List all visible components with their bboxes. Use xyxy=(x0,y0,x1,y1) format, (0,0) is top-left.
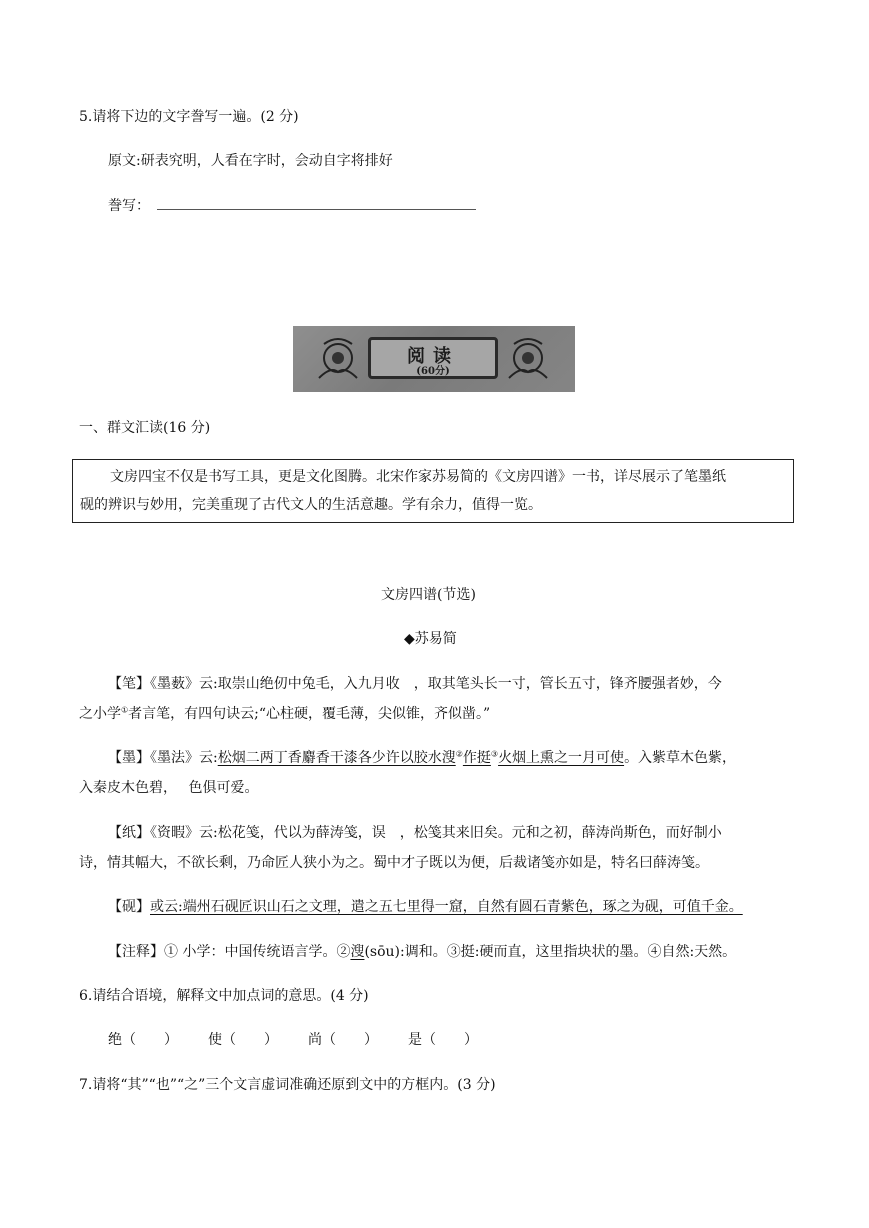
blank-4[interactable]: 是（ ） xyxy=(408,1032,478,1048)
reading-title: 阅读 xyxy=(407,346,459,367)
article-title: 文房四谱(节选) xyxy=(381,587,476,603)
left-flower-ornament-icon xyxy=(311,332,365,388)
notes-text-a: 【注释】① 小学：中国传统语言学。② xyxy=(108,944,351,960)
section-1-heading: 一、群文汇读(16 分) xyxy=(79,420,211,436)
notes-underlined-char: 溲 xyxy=(350,944,365,960)
paragraph-bi-line-2 xyxy=(79,703,490,723)
question-6-prompt: 6.请结合语境，解释文中加点词的意思。(4 分) xyxy=(79,988,369,1004)
paragraph-yan xyxy=(108,896,743,916)
intro-box xyxy=(72,459,794,523)
mo-underlined-2: 作挺 xyxy=(462,750,491,766)
mo-tail: 。入紫草木色紫， xyxy=(624,750,737,766)
mo-lead: 【墨】《墨法》云: xyxy=(108,750,218,766)
note-marker-2: ② xyxy=(455,749,463,759)
copy-label: 誊写： xyxy=(108,198,150,214)
paragraph-mo-line-2: 入秦皮木色碧， 色俱可爱。 xyxy=(79,780,259,796)
paragraph-zhi-line-2: 诗，情其幅大，不欲长剩，乃命匠人狭小为之。蜀中才子既以为便，后裁诸笺亦如是，特名曰薛涛笺。 xyxy=(79,855,709,871)
note-marker-3: ③ xyxy=(490,749,499,759)
annotations xyxy=(108,941,736,961)
paragraph-bi-line-1: 【笔】《墨薮》云:取崇山绝仞中兔毛，入九月收 ，取其笔头长一寸，管长五寸，锋齐腰强者妙，今 xyxy=(108,676,722,692)
reading-banner xyxy=(293,326,575,392)
question-7-prompt: 7.请将“其”“也”“之”三个文言虚词准确还原到文中的方框内。(3 分) xyxy=(79,1077,496,1093)
notes-text-b: (sōu):调和。③挺:硬而直，这里指块状的墨。④自然:天然。 xyxy=(364,944,737,960)
intro-line-1: 文房四宝不仅是书写工具，更是文化图腾。北宋作家苏易简的《文房四谱》一书，详尽展示了笔墨纸 xyxy=(110,469,726,485)
copy-answer-line[interactable] xyxy=(157,209,476,210)
blank-3[interactable]: 尚（ ） xyxy=(308,1032,378,1048)
paragraph-zhi-line-1: 【纸】《资暇》云:松花笺，代以为薛涛笺，误 ，松笺其来旧矣。元和之初，薛涛尚斯色，而好制小 xyxy=(108,825,722,841)
mo-underlined-3: 火烟上熏之一月可使 xyxy=(498,750,625,766)
reading-title-frame xyxy=(368,337,498,379)
blank-1[interactable]: 绝（ ） xyxy=(108,1032,178,1048)
blank-2[interactable]: 使（ ） xyxy=(208,1032,278,1048)
article-author: ◆苏易简 xyxy=(404,631,457,647)
right-flower-ornament-icon xyxy=(501,332,555,388)
original-text: 原文:研表究明，人看在字时，会动自字将排好 xyxy=(108,153,393,169)
yan-underlined-text: 或云:端州石砚匠识山石之文理，遣之五七里得一窟，自然有圆石青紫色，琢之为砚，可值千金。 xyxy=(150,899,743,915)
yan-label: 【砚】 xyxy=(108,899,150,915)
intro-line-2: 砚的辨识与妙用，完美重现了古代文人的生活意趣。学有余力，值得一览。 xyxy=(80,497,542,513)
note-marker-1: ① xyxy=(121,705,129,715)
reading-score: (60分) xyxy=(416,366,450,377)
paragraph-mo-line-1 xyxy=(108,747,736,767)
bi-text-b: 者言笔，有四句诀云;“心柱硬，覆毛薄，尖似锥，齐似凿。” xyxy=(128,706,491,722)
mo-underlined-1: 松烟二两丁香麝香干漆各少许以胶水溲 xyxy=(217,750,456,766)
bi-text-a: 之小学 xyxy=(79,706,121,722)
question-5-prompt: 5.请将下边的文字誊写一遍。(2 分) xyxy=(79,109,299,125)
